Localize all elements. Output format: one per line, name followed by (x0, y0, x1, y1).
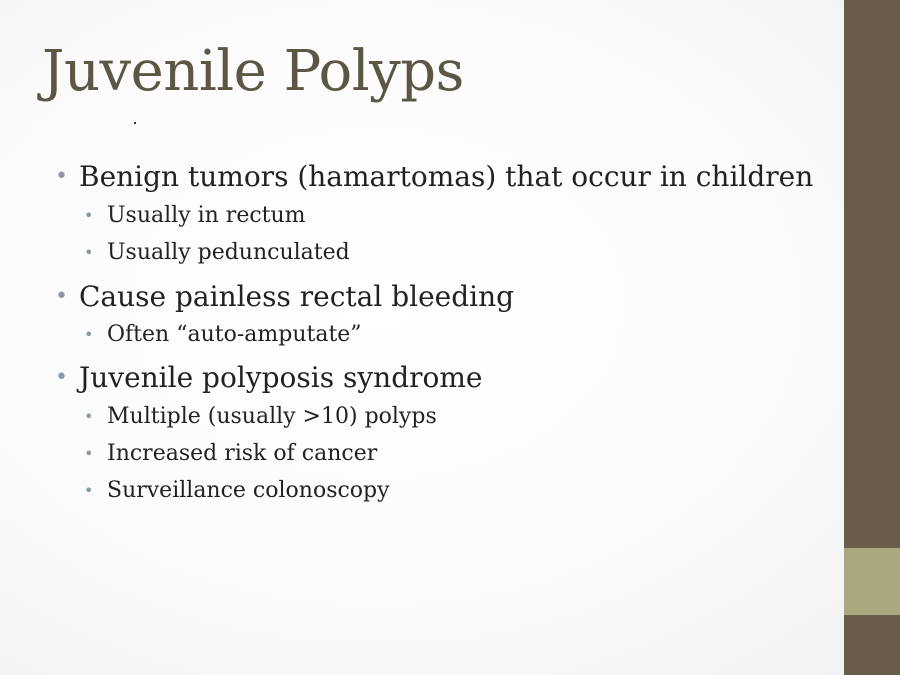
bullet-text: Juvenile polyposis syndrome (79, 361, 483, 394)
bullet-text: Cause painless rectal bleeding (79, 280, 515, 313)
sub-bullet-marker: • (84, 444, 94, 463)
slide-title: Juvenile Polyps (42, 39, 464, 104)
sub-bullet-text: Increased risk of cancer (107, 441, 378, 466)
sub-bullet-marker: • (84, 243, 94, 262)
sub-bullet-marker: • (84, 481, 94, 500)
bullet-text: Benign tumors (hamartomas) that occur in children (79, 160, 814, 193)
sub-bullet-text: Multiple (usually >10) polyps (107, 404, 437, 429)
bullet-marker: • (55, 365, 68, 390)
sub-bullet-text: Often “auto-amputate” (107, 322, 362, 347)
sub-bullet-marker: • (84, 206, 94, 225)
side-accent-block (844, 548, 900, 615)
bullet-marker: • (55, 164, 68, 189)
sub-bullet-text: Usually pedunculated (107, 240, 350, 265)
bullet-marker: • (55, 284, 68, 309)
sub-bullet-marker: • (84, 325, 94, 344)
sub-bullet-marker: • (84, 407, 94, 426)
sub-bullet-text: Surveillance colonoscopy (107, 478, 390, 503)
sub-bullet-text: Usually in rectum (107, 203, 306, 228)
